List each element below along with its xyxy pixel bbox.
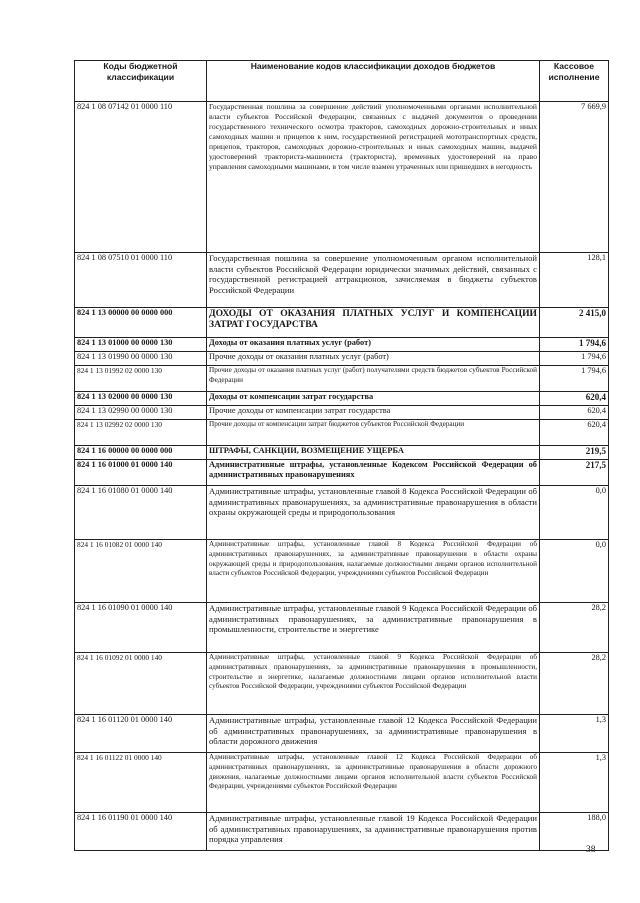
header-code: Коды бюджетной классификации	[75, 61, 207, 102]
row-code: 824 1 16 01122 01 0000 140	[75, 753, 207, 813]
budget-revenue-table	[74, 60, 609, 851]
row-value: 28,2	[540, 603, 609, 653]
row-value: 28,2	[540, 653, 609, 715]
row-code: 824 1 16 01120 01 0000 140	[75, 715, 207, 753]
header-name: Наименование кодов классификации доходов бюджетов	[207, 61, 540, 102]
table-row	[75, 603, 609, 653]
row-code: 824 1 13 02992 02 0000 130	[75, 420, 207, 446]
row-code: 824 1 16 01080 01 0000 140	[75, 486, 207, 540]
row-value: 620,4	[540, 420, 609, 446]
table-row	[75, 540, 609, 603]
table-row	[75, 420, 609, 446]
row-code: 824 1 16 01092 01 0000 140	[75, 653, 207, 715]
header-value: Кассовое исполнение	[540, 61, 609, 102]
row-code: 824 1 13 02990 00 0000 130	[75, 406, 207, 420]
table-row	[75, 460, 609, 486]
row-name: Административные штрафы, установленные главой 19 Кодекса Российской Федерации об административных правонарушениях, за административные правонарушения против порядка управления	[207, 813, 540, 851]
table-row	[75, 308, 609, 338]
row-value: 0,0	[540, 540, 609, 603]
row-value: 2 415,0	[540, 308, 609, 338]
row-name: Прочие доходы от компенсации затрат государства	[207, 406, 540, 420]
table-row	[75, 446, 609, 460]
row-name: Прочие доходы от компенсации затрат бюджетов субъектов Российской Федерации	[207, 420, 540, 446]
row-value: 620,4	[540, 406, 609, 420]
row-value: 1,3	[540, 715, 609, 753]
row-value: 1 794,6	[540, 352, 609, 366]
row-code: 824 1 08 07510 01 0000 110	[75, 253, 207, 308]
table-row	[75, 102, 609, 253]
row-code: 824 1 13 01990 00 0000 130	[75, 352, 207, 366]
row-value: 7 669,9	[540, 102, 609, 253]
row-name: Государственная пошлина за совершение уполномоченным органом исполнительной власти субъектов Российской Федерации юридически значимых действий, связанных с государственной регистрацией аттракционов, зачисляемая в бюджеты субъектов Российской Федерации	[207, 253, 540, 308]
row-name: Административные штрафы, установленные главой 9 Кодекса Российской Федерации об административных правонарушениях, за административные правонарушения в промышленности, строительстве и энергетике	[207, 603, 540, 653]
table-row	[75, 352, 609, 366]
row-code: 824 1 16 01000 01 0000 140	[75, 460, 207, 486]
row-value: 620,4	[540, 392, 609, 406]
table-row	[75, 753, 609, 813]
row-code: 824 1 13 00000 00 0000 000	[75, 308, 207, 338]
row-name: Административные штрафы, установленные Кодексом Российской Федерации об административных правонарушениях	[207, 460, 540, 486]
row-name: Административные штрафы, установленные главой 8 Кодекса Российской Федерации об административных правонарушениях, за административные правонарушения в области охраны окружающей среды и природопользования	[207, 486, 540, 540]
row-code: 824 1 16 01090 01 0000 140	[75, 603, 207, 653]
row-value: 0,0	[540, 486, 609, 540]
row-name: Прочие доходы от оказания платных услуг (работ) получателями средств бюджетов субъектов Российской Федерации	[207, 366, 540, 392]
row-value: 217,5	[540, 460, 609, 486]
table-header-row	[75, 61, 609, 102]
table-row	[75, 486, 609, 540]
table-row	[75, 338, 609, 352]
table-row	[75, 406, 609, 420]
row-name: ШТРАФЫ, САНКЦИИ, ВОЗМЕЩЕНИЕ УЩЕРБА	[207, 446, 540, 460]
row-name: Прочие доходы от оказания платных услуг (работ)	[207, 352, 540, 366]
row-value: 1,3	[540, 753, 609, 813]
row-name: Административные штрафы, установленные главой 12 Кодекса Российской Федерации об административных правонарушениях, за административные правонарушения в области дорожного движения	[207, 715, 540, 753]
row-name: ДОХОДЫ ОТ ОКАЗАНИЯ ПЛАТНЫХ УСЛУГ И КОМПЕНСАЦИИ ЗАТРАТ ГОСУДАРСТВА	[207, 308, 540, 338]
row-value: 1 794,6	[540, 338, 609, 352]
table-row	[75, 813, 609, 851]
row-value: 188,0	[540, 813, 609, 851]
row-value: 1 794,6	[540, 366, 609, 392]
page-number: 38	[586, 845, 596, 855]
row-code: 824 1 13 01000 00 0000 130	[75, 338, 207, 352]
row-value: 128,1	[540, 253, 609, 308]
table-row	[75, 366, 609, 392]
row-code: 824 1 08 07142 01 0000 110	[75, 102, 207, 253]
row-code: 824 1 16 01082 01 0000 140	[75, 540, 207, 603]
row-code: 824 1 16 00000 00 0000 000	[75, 446, 207, 460]
row-name: Административные штрафы, установленные главой 8 Кодекса Российской Федерации об административных правонарушениях, за административные правонарушения в области охраны окружающей среды и природопользования, налагаемые должностными лицами органов исполнительной власти субъектов Российской Федерации, учреждениями субъектов Российской Федерации	[207, 540, 540, 603]
table-row	[75, 392, 609, 406]
row-name: Административные штрафы, установленные главой 12 Кодекса Российской Федерации об административных правонарушениях, за административные правонарушения в области дорожного движения, налагаемые должностными лицами органов исполнительной власти субъектов Российской Федерации, учреждениями субъектов Российской Федерации	[207, 753, 540, 813]
row-value: 219,5	[540, 446, 609, 460]
row-name: Доходы от компенсации затрат государства	[207, 392, 540, 406]
row-name: Доходы от оказания платных услуг (работ)	[207, 338, 540, 352]
row-code: 824 1 13 01992 02 0000 130	[75, 366, 207, 392]
table-row	[75, 715, 609, 753]
row-name: Государственная пошлина за совершение действий уполномоченными органами исполнительной власти субъектов Российской Федерации, связанных с выдачей документов о проведении государственного технического осмотра тракторов, самоходных дорожно-строительных и иных самоходных машин и прицепов к ним, государственной регистрацией мототранспортных средств, прицепов, тракторов, самоходных дорожно-строительных и иных самоходных машин, выдачей удостоверений тракториста-машиниста (тракториста), временных удостоверений на право управления самоходными машинами, в том числе взамен утраченных или пришедших в негодность	[207, 102, 540, 253]
table-row	[75, 253, 609, 308]
row-name: Административные штрафы, установленные главой 9 Кодекса Российской Федерации об административных правонарушениях, за административные правонарушения в промышленности, строительстве и энергетике, налагаемые должностными лицами органов исполнительной власти субъектов Российской Федерации, учреждениями субъектов Российской Федерации	[207, 653, 540, 715]
document-page	[74, 60, 608, 851]
table-row	[75, 653, 609, 715]
row-code: 824 1 16 01190 01 0000 140	[75, 813, 207, 851]
row-code: 824 1 13 02000 00 0000 130	[75, 392, 207, 406]
